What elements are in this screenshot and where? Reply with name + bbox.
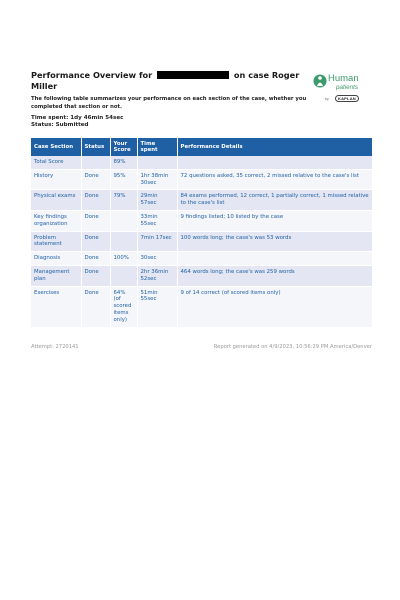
cell-details: 9 of 14 correct (of scored items only) bbox=[177, 286, 372, 327]
table-row bbox=[31, 231, 372, 252]
attempt-id: Attempt: 2720141 bbox=[31, 344, 79, 350]
table-row bbox=[31, 169, 372, 190]
time-spent: Time spent: 1dy 46min 54sec bbox=[31, 115, 124, 121]
cell-section: Management plan bbox=[31, 265, 81, 286]
cell-score: 79% bbox=[110, 190, 137, 211]
title-suffix: on case Roger Miller bbox=[31, 70, 300, 91]
performance-table bbox=[31, 138, 372, 328]
cell-status: Done bbox=[81, 286, 110, 327]
cell-status: Done bbox=[81, 265, 110, 286]
cell-section: Physical exams bbox=[31, 190, 81, 211]
cell-score: 100% bbox=[110, 252, 137, 266]
cell-section: Exercises bbox=[31, 286, 81, 327]
cell-details: 72 questions asked, 35 correct, 2 missed relative to the case's list bbox=[177, 169, 372, 190]
cell-details: 100 words long; the case's was 53 words bbox=[177, 231, 372, 252]
cell-time: 29min 57sec bbox=[137, 190, 177, 211]
cell-details: 9 findings listed; 10 listed by the case bbox=[177, 210, 372, 231]
table-row bbox=[31, 190, 372, 211]
page-title bbox=[31, 70, 301, 91]
cell-status: Done bbox=[81, 210, 110, 231]
table-row bbox=[31, 156, 372, 169]
cell-score bbox=[110, 231, 137, 252]
cell-score: 89% bbox=[110, 156, 137, 169]
cell-time: 33min 55sec bbox=[137, 210, 177, 231]
cell-status: Done bbox=[81, 252, 110, 266]
redacted-name-block bbox=[157, 71, 229, 79]
cell-section: History bbox=[31, 169, 81, 190]
cell-score: 64% (of scored items only) bbox=[110, 286, 137, 327]
cell-details bbox=[177, 252, 372, 266]
header-status: Status bbox=[81, 138, 110, 156]
cell-status: Done bbox=[81, 169, 110, 190]
summary-description: The following table summarizes your performance on each section of the case, whether you completed that section or not. bbox=[31, 96, 307, 110]
cell-time: 30sec bbox=[137, 252, 177, 266]
title-prefix: Performance Overview for bbox=[31, 70, 153, 80]
logo-by: by bbox=[325, 97, 329, 101]
cell-details bbox=[177, 156, 372, 169]
cell-section: Problem statement bbox=[31, 231, 81, 252]
header-your-score: Your Score bbox=[110, 138, 137, 156]
header-case-section: Case Section bbox=[31, 138, 81, 156]
header-performance-details: Performance Details bbox=[177, 138, 372, 156]
cell-time: 51min 55sec bbox=[137, 286, 177, 327]
kaplan-badge: KAPLAN bbox=[335, 95, 359, 102]
report-generated-timestamp: Report generated on 4/9/2023, 10:56:29 PM America/Denver bbox=[213, 344, 372, 350]
cell-status: Done bbox=[81, 231, 110, 252]
cell-score bbox=[110, 210, 137, 231]
cell-status bbox=[81, 156, 110, 169]
cell-details: 464 words long; the case's was 259 words bbox=[177, 265, 372, 286]
cell-section: Diagnosis bbox=[31, 252, 81, 266]
cell-details: 84 exams performed, 12 correct, 1 partially correct, 1 missed relative to the case's list bbox=[177, 190, 372, 211]
cell-section: Total Score bbox=[31, 156, 81, 169]
cell-score: 95% bbox=[110, 169, 137, 190]
table-row bbox=[31, 210, 372, 231]
header-time-spent: Time spent bbox=[137, 138, 177, 156]
table-row bbox=[31, 252, 372, 266]
logo-subword: patients bbox=[336, 84, 359, 91]
cell-time: 2hr 36min 52sec bbox=[137, 265, 177, 286]
human-patients-logo bbox=[313, 74, 373, 108]
table-header-row bbox=[31, 138, 372, 156]
table-row bbox=[31, 286, 372, 327]
cell-time bbox=[137, 156, 177, 169]
table-row bbox=[31, 265, 372, 286]
cell-time: 7min 17sec bbox=[137, 231, 177, 252]
cell-section: Key findings organization bbox=[31, 210, 81, 231]
cell-score bbox=[110, 265, 137, 286]
cell-time: 1hr 38min 30sec bbox=[137, 169, 177, 190]
status-line: Status: Submitted bbox=[31, 122, 89, 128]
cell-status: Done bbox=[81, 190, 110, 211]
logo-word: Human bbox=[328, 73, 359, 84]
human-figure-icon bbox=[313, 74, 327, 88]
